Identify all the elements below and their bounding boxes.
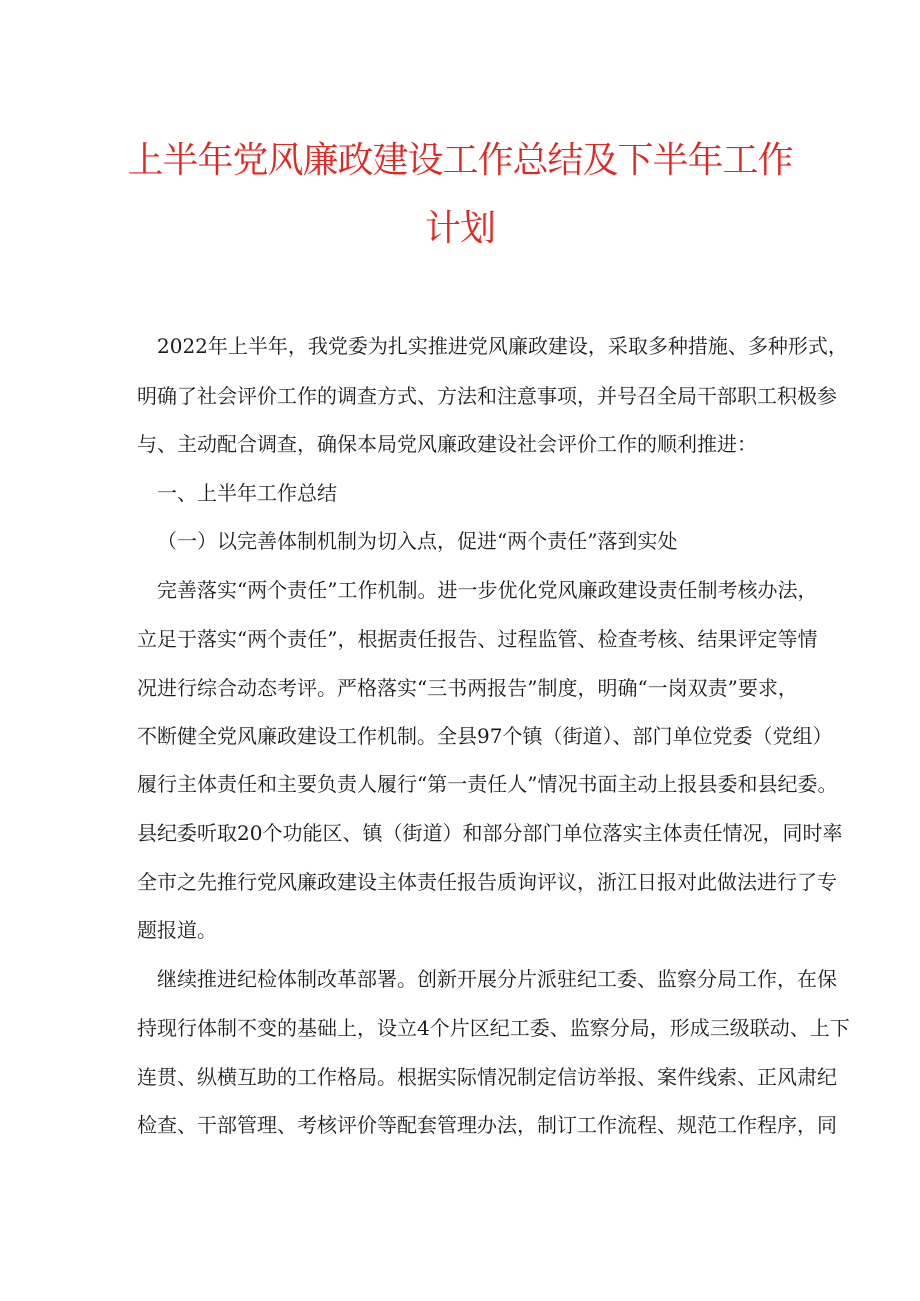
paragraph-line: 全市之先推行党风廉政建设主体责任报告质询评议，浙江日报对此做法进行了专 <box>137 870 837 894</box>
subsection-heading: （一）以完善体制机制为切入点，促进“两个责任”落到实处 <box>157 529 678 553</box>
paragraph-line: 持现行体制不变的基础上，设立4个片区纪工委、监察分局，形成三级联动、上下 <box>137 1016 850 1040</box>
paragraph-line: 检查、干部管理、考核评价等配套管理办法，制订工作流程、规范工作程序，同 <box>137 1113 837 1137</box>
paragraph-line: 立足于落实“两个责任”，根据责任报告、过程监管、检查考核、结果评定等情 <box>137 627 818 651</box>
section-heading: 一、上半年工作总结 <box>157 481 337 505</box>
paragraph-line: 与、主动配合调查，确保本局党风廉政建设社会评价工作的顺利推进： <box>137 432 757 456</box>
paragraph-line: 2022年上半年，我党委为扎实推进党风廉政建设，采取多种措施、多种形式， <box>157 334 848 358</box>
document-title-line-1: 上半年党风廉政建设工作总结及下半年工作 <box>127 140 793 181</box>
paragraph-line: 履行主体责任和主要负责人履行“第一责任人”情况书面主动上报县委和县纪委。 <box>137 772 838 796</box>
paragraph-line: 况进行综合动态考评。严格落实“三书两报告”制度，明确“一岗双责”要求， <box>137 676 798 700</box>
paragraph-line: 题报道。 <box>137 918 217 942</box>
paragraph-line: 连贯、纵横互助的工作格局。根据实际情况制定信访举报、案件线索、正风肃纪 <box>137 1065 837 1089</box>
paragraph-line: 县纪委听取20个功能区、镇（街道）和部分部门单位落实主体责任情况，同时率 <box>137 821 843 845</box>
paragraph-line: 不断健全党风廉政建设工作机制。全县97个镇（街道）、部门单位党委（党组） <box>137 724 833 748</box>
paragraph-line: 完善落实“两个责任”工作机制。进一步优化党风廉政建设责任制考核办法， <box>157 578 818 602</box>
document-title-line-2: 计划 <box>424 208 495 249</box>
paragraph-line: 明确了社会评价工作的调查方式、方法和注意事项，并号召全局干部职工积极参 <box>137 384 837 408</box>
paragraph-line: 继续推进纪检体制改革部署。创新开展分片派驻纪工委、监察分局工作，在保 <box>157 967 837 991</box>
